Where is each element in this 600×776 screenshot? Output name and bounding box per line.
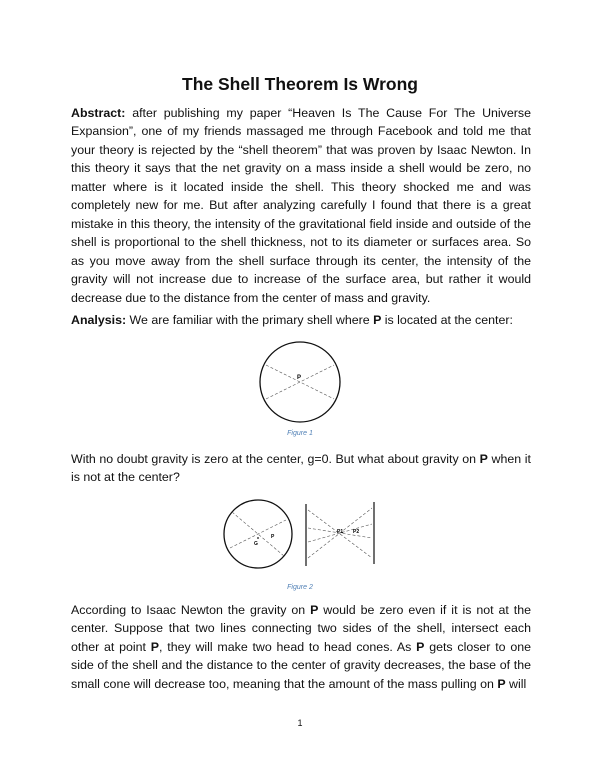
figure-1-point-label: P bbox=[297, 375, 302, 381]
newton-text-1: According to Isaac Newton the gravity on bbox=[71, 603, 311, 617]
figure-2-point-label-1: P1 bbox=[337, 529, 344, 535]
figure-1-shell-circle bbox=[260, 342, 340, 422]
gravity-question-text-2: when it is not at the center? bbox=[71, 452, 531, 485]
figure-2-point-label: P bbox=[271, 534, 275, 540]
figure-2-circle-line-b bbox=[230, 520, 286, 548]
figure-2-point-label-2: P2 bbox=[353, 529, 360, 535]
analysis-paragraph bbox=[71, 311, 531, 329]
newton-bold-p-2: P bbox=[150, 639, 160, 654]
gravity-question-bold-p: P bbox=[479, 452, 488, 466]
newton-bold-p-1: P bbox=[310, 603, 319, 617]
paper-title: The Shell Theorem Is Wrong bbox=[182, 74, 418, 94]
newton-bold-p-3: P bbox=[416, 639, 425, 654]
figure-2-center-label: G bbox=[254, 541, 258, 547]
figure-1-diagram bbox=[258, 340, 342, 424]
newton-text-4: gets closer to one side of the shell and the distance to the center of gravity decreases, the base of the small cone will decrease too, meaning that the amount of the mass pulling on bbox=[71, 639, 531, 691]
figure-1-caption: Figure 1 bbox=[287, 430, 313, 437]
figure-2-center-dot bbox=[257, 537, 259, 539]
page-number: 1 bbox=[297, 718, 303, 728]
gravity-question-text-1: With no doubt gravity is zero at the center, g=0. But what about gravity on bbox=[71, 452, 480, 466]
newton-bold-p-4: P bbox=[497, 676, 506, 691]
analysis-text-1: We are familiar with the primary shell where bbox=[126, 313, 374, 327]
analysis-label: Analysis: bbox=[71, 313, 127, 327]
newton-paragraph bbox=[71, 601, 531, 693]
abstract-label: Abstract: bbox=[71, 106, 126, 120]
abstract-text: after publishing my paper “Heaven Is The Cause For The Universe Expansion”, one of my friends massaged me through Facebook and told me that your theory is rejected by the “shell theorem” that was proven by Isaac Newton. In this theory it says that the net gravity on a mass inside a shell would be zero, no matter where is it located inside the shell. This theory shocked me and was completely new for me. But after analyzing carefully I found that there is a great mistake in this theory, the intensity of the gravitational field inside and outside of the shell is proportional to the shell thickness, not to its diameter or surfaces area. So as you move away from the shell surface through its center, the intensity of the gravity will not increase due to increase of the surface area, but rather it would decrease due to the distance from the center of mass and gravity. bbox=[71, 106, 531, 305]
abstract-paragraph bbox=[71, 104, 531, 307]
newton-text-3: , they will make two head to head cones. As bbox=[159, 639, 417, 654]
analysis-bold-p: P bbox=[373, 313, 382, 327]
analysis-text-2: is located at the center: bbox=[381, 313, 513, 327]
figure-2-caption: Figure 2 bbox=[287, 584, 313, 591]
gravity-question-paragraph bbox=[71, 450, 531, 487]
figure-2-diagram bbox=[222, 498, 382, 570]
newton-text-2: would be zero even if it is not at the center. Suppose that two lines connecting two sides of the shell, intersect each other at point bbox=[71, 603, 531, 654]
newton-text-5: will bbox=[505, 676, 527, 691]
